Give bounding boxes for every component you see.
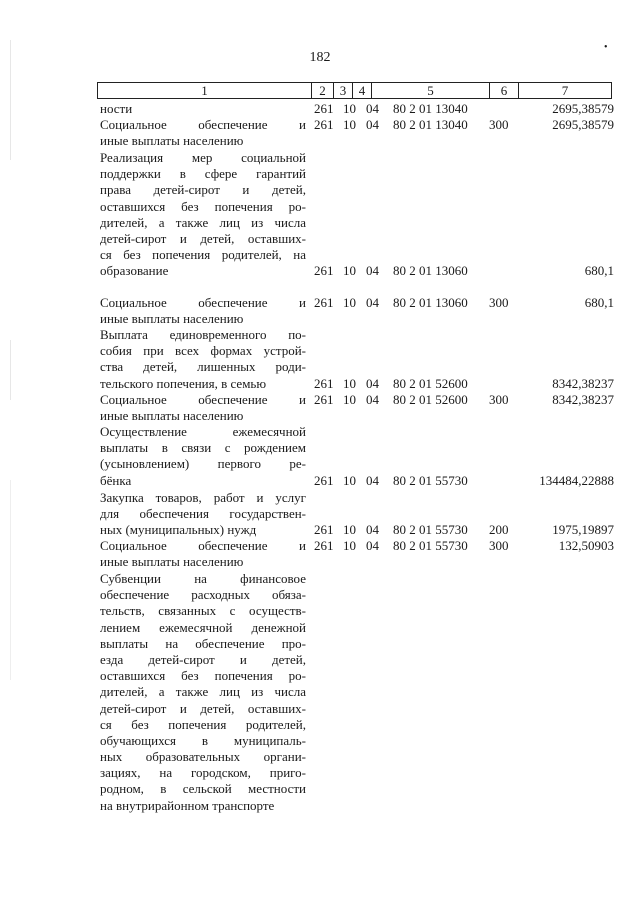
description-line: Субвенции на финансовое xyxy=(100,571,306,586)
column-header-3: 3 xyxy=(334,83,353,98)
description-line: иные выплаты населению xyxy=(100,311,244,327)
description-line: Выплата единовременного по- xyxy=(100,327,306,342)
cell-c2: 261 xyxy=(314,472,334,488)
description-line: ных (муниципальных) нужд xyxy=(100,522,257,538)
cell-c6: 200 xyxy=(489,522,509,538)
row-description xyxy=(100,490,306,539)
description-line: Реализация мер социальной xyxy=(100,150,306,165)
cell-c2: 261 xyxy=(314,375,334,391)
column-header-6: 6 xyxy=(490,83,519,98)
description-line: Социальное обеспечение и xyxy=(100,117,306,132)
cell-c5: 80 2 01 13040 xyxy=(393,117,468,132)
description-line: выплаты в связи с рождением xyxy=(100,440,306,456)
cell-c2: 261 xyxy=(314,295,334,310)
cell-c4: 04 xyxy=(366,392,379,407)
description-line: лением ежемесячной денежной xyxy=(100,619,306,635)
cell-c2: 261 xyxy=(314,522,334,538)
cell-c7: 8342,38237 xyxy=(552,375,614,391)
row-description xyxy=(100,117,306,149)
description-line: иные выплаты населению xyxy=(100,408,244,424)
row-description xyxy=(100,424,306,489)
description-line: тельского попечения, в семью xyxy=(100,375,267,391)
cell-c4: 04 xyxy=(366,101,379,116)
description-line: обеспечение расходных обяза- xyxy=(100,587,306,603)
description-line: права детей-сирот и детей, xyxy=(100,182,306,198)
cell-c7: 134484,22888 xyxy=(539,472,614,488)
cell-c3: 10 xyxy=(343,392,356,407)
cell-c6: 300 xyxy=(489,295,509,310)
cell-c7: 680,1 xyxy=(584,263,614,279)
description-line: образование xyxy=(100,263,169,279)
scan-artifact xyxy=(10,480,11,680)
cell-c3: 10 xyxy=(343,101,356,116)
cell-c2: 261 xyxy=(314,392,334,407)
description-line: Социальное обеспечение и xyxy=(100,538,306,553)
description-line: ся без попечения родителей, на xyxy=(100,247,306,263)
cell-c3: 10 xyxy=(343,375,356,391)
cell-c2: 261 xyxy=(314,263,334,279)
row-description xyxy=(100,150,306,280)
description-line: ства детей, лишенных роди- xyxy=(100,359,306,375)
cell-c7: 1975,19897 xyxy=(552,522,614,538)
cell-c5: 80 2 01 55730 xyxy=(393,538,468,553)
description-line: Социальное обеспечение и xyxy=(100,295,306,310)
table-header xyxy=(97,82,612,99)
cell-c2: 261 xyxy=(314,117,334,132)
cell-c5: 80 2 01 13040 xyxy=(393,101,468,116)
cell-c4: 04 xyxy=(366,263,379,279)
cell-c5: 80 2 01 13060 xyxy=(393,295,468,310)
cell-c4: 04 xyxy=(366,295,379,310)
scan-artifact xyxy=(10,40,11,160)
description-line: Закупка товаров, работ и услуг xyxy=(100,490,306,505)
cell-c7: 8342,38237 xyxy=(552,392,614,407)
row-description xyxy=(100,392,306,424)
row-description xyxy=(100,295,306,327)
description-line: езда детей-сирот и детей, xyxy=(100,651,306,667)
cell-c3: 10 xyxy=(343,263,356,279)
column-header-5: 5 xyxy=(372,83,490,98)
cell-c5: 80 2 01 55730 xyxy=(393,472,468,488)
description-line: Осуществление ежемесячной xyxy=(100,424,306,439)
cell-c3: 10 xyxy=(343,117,356,132)
column-header-1: 1 xyxy=(98,83,312,98)
description-line: обучающихся в муниципаль- xyxy=(100,732,306,748)
column-header-2: 2 xyxy=(312,83,334,98)
description-line: иные выплаты населению xyxy=(100,133,244,149)
cell-c3: 10 xyxy=(343,538,356,553)
cell-c7: 2695,38579 xyxy=(552,117,614,132)
cell-c4: 04 xyxy=(366,538,379,553)
cell-c3: 10 xyxy=(343,295,356,310)
scan-artifact xyxy=(10,340,11,400)
description-line: выплаты на обеспечение про- xyxy=(100,635,306,651)
cell-c3: 10 xyxy=(343,522,356,538)
row-description xyxy=(100,571,306,814)
cell-c3: 10 xyxy=(343,472,356,488)
cell-c7: 680,1 xyxy=(584,295,614,310)
cell-c5: 80 2 01 52600 xyxy=(393,375,468,391)
description-line: зациях, на городском, приго- xyxy=(100,765,306,781)
description-line: дителей, а также лиц из числа xyxy=(100,684,306,700)
description-line: дителей, а также лиц из числа xyxy=(100,214,306,230)
cell-c6: 300 xyxy=(489,538,509,553)
column-header-4: 4 xyxy=(353,83,372,98)
row-description xyxy=(100,327,306,392)
description-line: на внутрирайонном транспорте xyxy=(100,797,275,813)
description-line: Социальное обеспечение и xyxy=(100,392,306,407)
cell-c4: 04 xyxy=(366,375,379,391)
description-line: оставшихся без попечения ро- xyxy=(100,668,306,684)
description-line: бёнка xyxy=(100,472,132,488)
description-line: ся без попечения родителей, xyxy=(100,716,306,732)
cell-c7: 2695,38579 xyxy=(552,101,614,116)
description-line: ных образовательных органи- xyxy=(100,749,306,765)
cell-c7: 132,50903 xyxy=(558,538,614,553)
cell-c5: 80 2 01 55730 xyxy=(393,522,468,538)
description-line: собия при всех формах устрой- xyxy=(100,343,306,359)
cell-c4: 04 xyxy=(366,472,379,488)
cell-c5: 80 2 01 52600 xyxy=(393,392,468,407)
description-line: детей-сирот и детей, оставших- xyxy=(100,700,306,716)
cell-c4: 04 xyxy=(366,522,379,538)
cell-c6: 300 xyxy=(489,392,509,407)
description-line: ности xyxy=(100,101,133,116)
column-header-7: 7 xyxy=(561,83,569,98)
description-line: тельств, связанных с осуществ- xyxy=(100,603,306,619)
cell-c6: 300 xyxy=(489,117,509,132)
cell-c2: 261 xyxy=(314,101,334,116)
description-line: оставшихся без попечения ро- xyxy=(100,198,306,214)
description-line: поддержки в сфере гарантий xyxy=(100,166,306,182)
cell-c5: 80 2 01 13060 xyxy=(393,263,468,279)
description-line: родном, в сельской местности xyxy=(100,781,306,797)
page-number: 182 xyxy=(309,50,331,65)
description-line: для обеспечения государствен- xyxy=(100,506,306,522)
cell-c2: 261 xyxy=(314,538,334,553)
corner-mark: • xyxy=(604,42,608,53)
description-line: детей-сирот и детей, оставших- xyxy=(100,230,306,246)
description-line: (усыновлением) первого ре- xyxy=(100,456,306,472)
row-description xyxy=(100,101,306,117)
row-description xyxy=(100,538,306,570)
cell-c4: 04 xyxy=(366,117,379,132)
description-line: иные выплаты населению xyxy=(100,554,244,570)
